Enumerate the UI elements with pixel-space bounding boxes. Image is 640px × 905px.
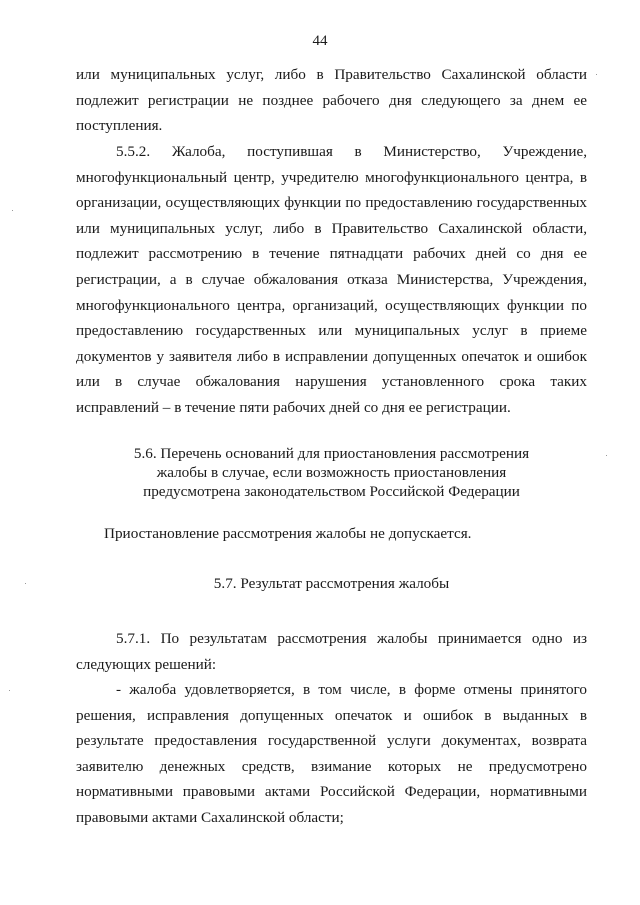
heading-5-7-line-1: 5.7. Результат рассмотрения жалобы bbox=[213, 575, 450, 592]
paragraph-5-7-1: 5.7.1. По результатам рассмотрения жалобы принимается одно из следующих решений: bbox=[76, 630, 587, 673]
scan-speck bbox=[25, 583, 26, 584]
scan-speck bbox=[596, 74, 597, 75]
heading-5-6-line-1: 5.6. Перечень оснований для приостановления рассмотрения bbox=[133, 445, 530, 462]
scan-speck bbox=[606, 455, 607, 456]
paragraph-continuation: или муниципальных услуг, либо в Правительство Сахалинской области подлежит регистрации не позднее рабочего дня следующего за днем ее поступления. bbox=[76, 66, 587, 135]
scan-speck bbox=[12, 210, 13, 211]
heading-5-6-line-3: предусмотрена законодательством Российской Федерации bbox=[143, 483, 520, 500]
paragraph-decision-satisfied: - жалоба удовлетворяется, в том числе, в форме отмены принятого решения, исправления допущенных опечаток и ошибок в выданных в результате предоставления государственной услуги документах, возврата заявителю денежных средств, взимание которых не предусмотрено нормативными правовыми актами Российской Федерации, нормативными правовыми актами Сахалинской области; bbox=[76, 681, 587, 826]
section-heading-5-7 bbox=[76, 574, 587, 593]
section-heading-5-6 bbox=[76, 444, 587, 501]
paragraph-5-5-2: 5.5.2. Жалоба, поступившая в Министерство, Учреждение, многофункциональный центр, учредителю многофункционального центра, в организации, осуществляющих функции по предоставлению государственных или муниципальных услуг, либо в Правительство Сахалинской области, подлежит рассмотрению в течение пятнадцати рабочих дней со дня ее регистрации, а в случае обжалования отказа Министерства, Учреждения, многофункционального центра, организаций, осуществляющих функции по предоставлению государственных или муниципальных услуг в приеме документов у заявителя либо в исправлении допущенных опечаток и ошибок или в случае обжалования нарушения установленного срока таких исправлений – в течение пяти рабочих дней со дня ее регистрации. bbox=[76, 143, 587, 416]
paragraph-suspension: Приостановление рассмотрения жалобы не допускается. bbox=[104, 525, 472, 542]
page-number: 44 bbox=[312, 33, 328, 49]
heading-5-6-line-2: жалобы в случае, если возможность приостановления bbox=[156, 464, 507, 481]
scan-speck bbox=[9, 690, 10, 691]
